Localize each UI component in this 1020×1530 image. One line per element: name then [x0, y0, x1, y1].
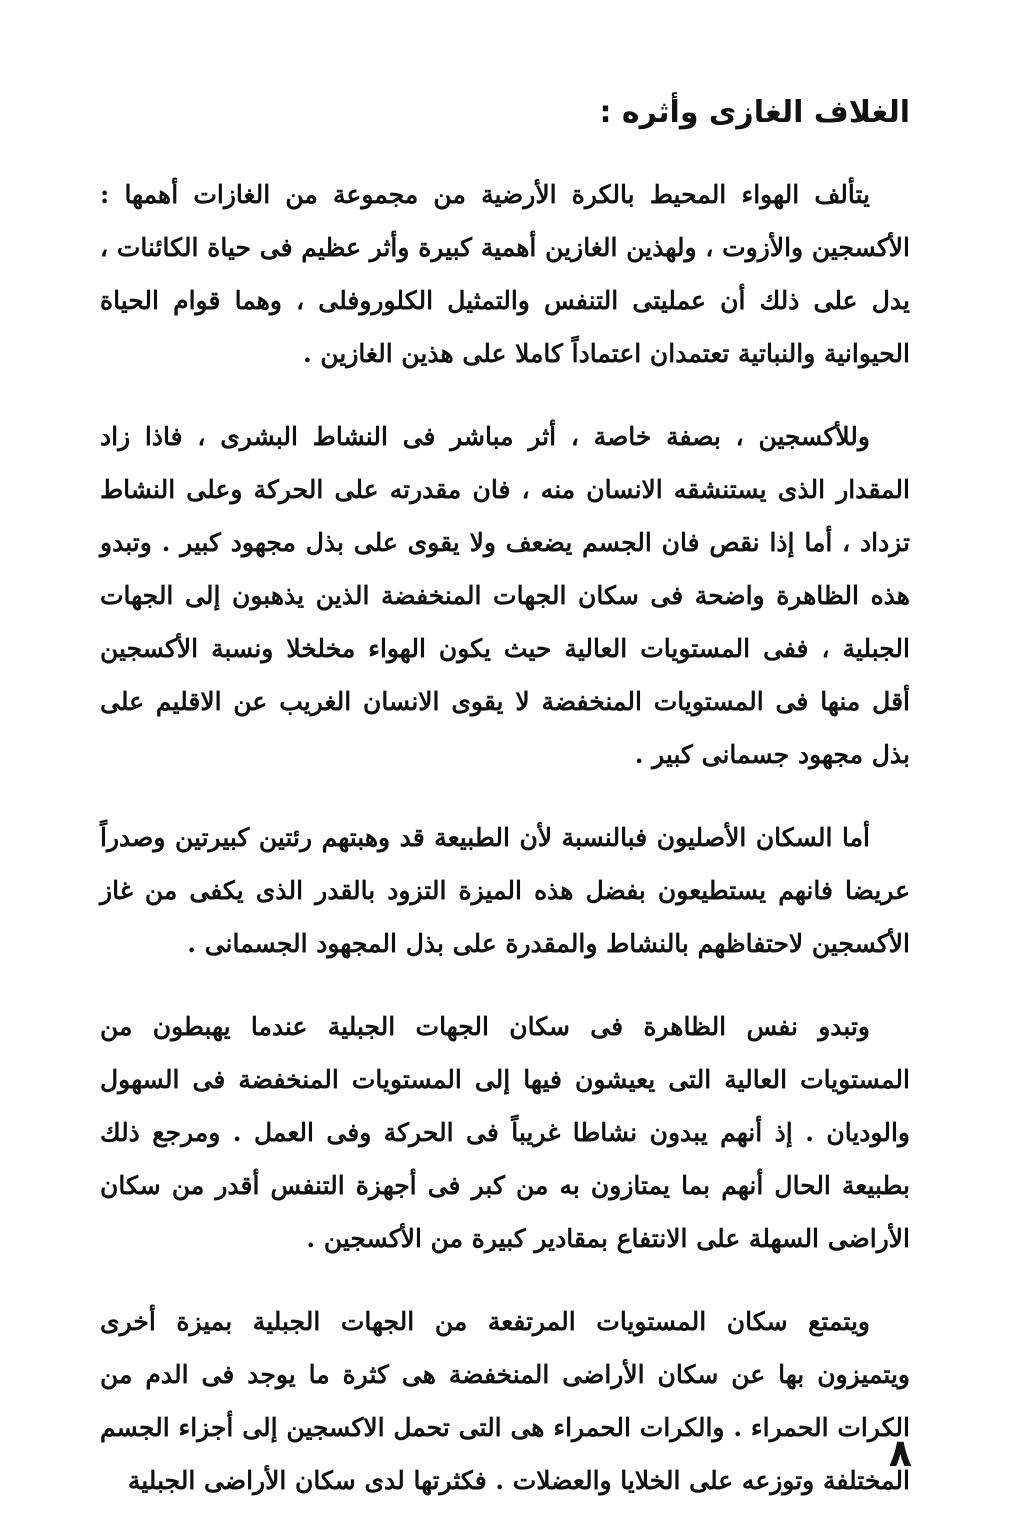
section-heading: الغلاف الغازى وأثره :	[599, 95, 910, 130]
document-page	[100, 80, 910, 1495]
paragraph-descending-highlanders: وتبدو نفس الظاهرة فى سكان الجهات الجبلية عندما يهبطون من المستويات العالية التى يعيشون فيها إلى المستويات المنخفضة فى السهول والوديان . إذ أنهم يبدون نشاطا غريباً فى الحركة وفى العمل . ومرجع ذلك بطبيعة الحال أنهم بما يمتازون به من كبر فى أجهزة التنفس أقدر من سكان الأراضى السهلة على الانتفاع بمقادير كبيرة من الأكسجين .	[100, 1012, 910, 1253]
page-number: ٨	[888, 1431, 912, 1475]
paragraph-air-composition: يتألف الهواء المحيط بالكرة الأرضية من مجموعة من الغازات أهمها : الأكسجين والأزوت ، ولهذين الغازين أهمية كبيرة وأثر عظيم فى حياة الكائنات ، يدل على ذلك أن عمليتى التنفس والتمثيل الكلوروفلى ، وهما قوام الحياة الحيوانية والنباتية تعتمدان اعتماداً كاملا على هذين الغازين .	[100, 180, 910, 368]
paragraph-red-blood-cells: ويتمتع سكان المستويات المرتفعة من الجهات الجبلية بميزة أخرى ويتميزون بها عن سكان الأراضى المنخفضة هى كثرة ما يوجد فى الدم من الكرات الحمراء . والكرات الحمراء هى التى تحمل الاكسجين إلى أجزاء الجسم المختلفة وتوزعه على الخلايا والعضلات . فكثرتها لدى سكان الأراضى الجبلية	[100, 1307, 910, 1495]
paragraph-native-inhabitants: أما السكان الأصليون فبالنسبة لأن الطبيعة قد وهبتهم رئتين كبيرتين وصدراً عريضا فانهم يستطيعون بفضل هذه الميزة التزود بالقدر الذى يكفى من غاز الأكسجين لاحتفاظهم بالنشاط والمقدرة على بذل المجهود الجسمانى .	[100, 823, 910, 958]
paragraph-oxygen-effect: وللأكسجين ، بصفة خاصة ، أثر مباشر فى النشاط البشرى ، فاذا زاد المقدار الذى يستنشقه الانسان منه ، فان مقدرته على الحركة وعلى النشاط تزداد ، أما إذا نقص فان الجسم يضعف ولا يقوى على بذل مجهود كبير . وتبدو هذه الظاهرة واضحة فى سكان الجهات المنخفضة الذين يذهبون إلى الجهات الجبلية ، ففى المستويات العالية حيث يكون الهواء مخلخلا ونسبة الأكسجين أقل منها فى المستويات المنخفضة لا يقوى الانسان الغريب عن الاقليم على بذل مجهود جسمانى كبير .	[100, 422, 910, 769]
